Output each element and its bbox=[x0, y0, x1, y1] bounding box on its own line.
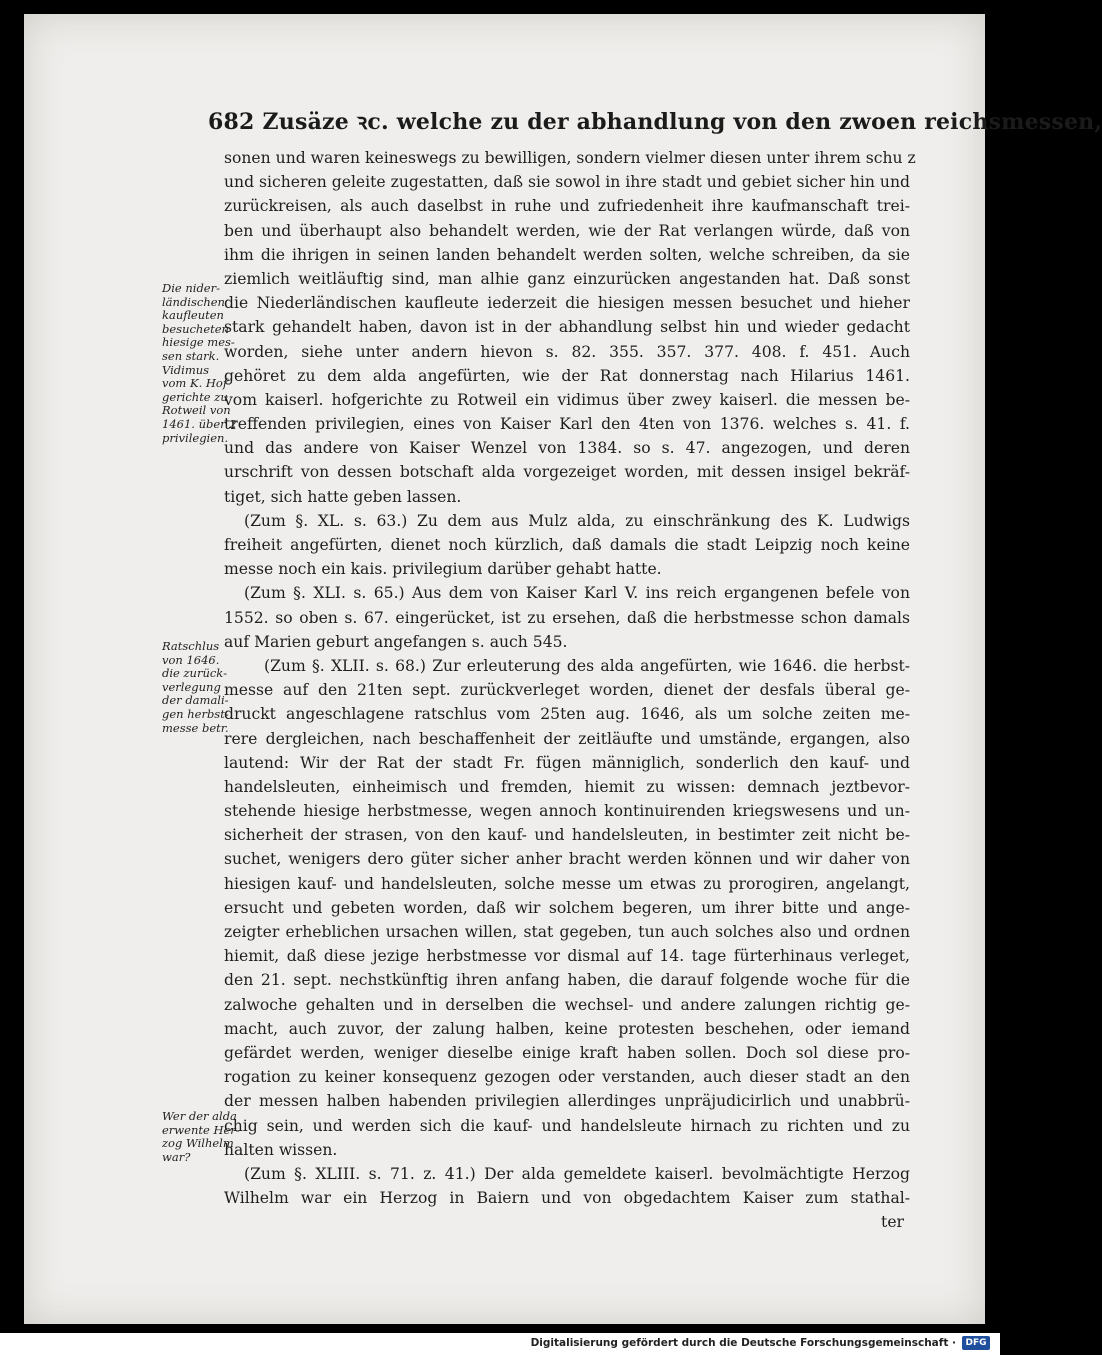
text-line: worden, siehe unter andern hievon s. 82. 355. 357. 377. 408. f. 451. Auch bbox=[224, 342, 910, 361]
text-line: macht, auch zuvor, der zalung halben, keine protesten beschehen, oder iemand bbox=[224, 1019, 910, 1038]
text-line: stehende hiesige herbstmesse, wegen annoch kontinuirenden kriegswesens und un- bbox=[224, 802, 910, 821]
text-line: gehöret zu dem alda angefürten, wie der Rat donnerstag nach Hilarius 1461. bbox=[224, 366, 910, 385]
text-line: (Zum §. XLI. s. 65.) Aus dem von Kaiser Karl V. ins reich ergangenen befele von bbox=[244, 584, 910, 603]
text-line: zurückreisen, als auch daselbst in ruhe und zufriedenheit ihre kaufmanschaft trei- bbox=[224, 197, 910, 216]
marginal-note-line: zog Wilhelm bbox=[162, 1136, 234, 1151]
marginal-note-line: Wer der alda bbox=[162, 1109, 237, 1123]
marginal-note-line: sen stark. bbox=[162, 348, 220, 363]
running-head bbox=[208, 106, 1102, 136]
marginal-note-line: von 1646. bbox=[162, 652, 220, 667]
text-line: druckt angeschlagene ratschlus vom 25ten aug. 1646, als um solche zeiten me- bbox=[224, 705, 910, 724]
marginal-note-line: besucheten bbox=[162, 321, 229, 336]
text-line: vom kaiserl. hofgerichte zu Rotweil ein vidimus über zwey kaiserl. die messen be- bbox=[224, 390, 910, 409]
text-line: zeigter erheblichen ursachen willen, stat gegeben, tun auch solches also und ordnen bbox=[224, 923, 910, 941]
marginal-note-line: Vidimus bbox=[162, 362, 210, 377]
text-line: rere dergleichen, nach beschaffenheit der zeitläufte und umstände, ergangen, also bbox=[224, 729, 910, 748]
marginal-note-ratschlus-1646 bbox=[162, 640, 250, 735]
marginal-note-niederlaendische bbox=[162, 282, 250, 445]
text-line: rogation zu keiner konsequenz gezogen oder verstanden, auch dieser stadt an den bbox=[224, 1068, 910, 1087]
marginal-note-line: vom K. Hof- bbox=[162, 376, 231, 391]
text-line: ben und überhaupt also behandelt werden, wie der Rat verlangen würde, daß von bbox=[224, 221, 910, 240]
marginal-note-line: privilegien. bbox=[162, 430, 229, 445]
text-line: (Zum §. XL. s. 63.) Zu dem aus Mulz alda, zu einschränkung des K. Ludwigs bbox=[244, 511, 910, 530]
marginal-note-line: Rotweil von bbox=[162, 403, 231, 418]
main-text-block bbox=[224, 146, 916, 1234]
dfg-logo: DFG bbox=[962, 1336, 990, 1350]
marginal-note-line: der damali- bbox=[162, 693, 229, 708]
text-line: den 21. sept. nechstkünftig ihren anfang haben, die darauf folgende woche für die bbox=[224, 971, 910, 990]
marginal-note-line: hiesige mes- bbox=[162, 335, 235, 350]
text-line: hiemit, daß diese jezige herbstmesse vor dismal auf 14. tage fürterhinaus verleget, bbox=[224, 947, 910, 966]
text-line: sonen und waren keineswegs zu bewilligen, sondern vielmer diesen unter ihrem schu z bbox=[224, 149, 916, 167]
marginal-note-line: war? bbox=[162, 1149, 191, 1164]
text-line: lautend: Wir der Rat der stadt Fr. fügen männiglich, sonderlich den kauf- und bbox=[224, 753, 910, 772]
text-line: hiesigen kauf- und handelsleuten, solche messe um etwas zu prorogiren, angelangt, bbox=[224, 874, 910, 893]
marginal-note-line: gen herbst- bbox=[162, 706, 229, 721]
text-line: (Zum §. XLII. s. 68.) Zur erleuterung des alda angefürten, wie 1646. die herbst- bbox=[264, 656, 910, 675]
text-line: handelsleuten, einheimisch und fremden, hiemit zu wissen: demnach jeztbevor- bbox=[224, 777, 910, 796]
marginal-note-line: Ratschlus bbox=[162, 639, 220, 653]
text-line: und sicheren geleite zugestatten, daß sie sowol in ihre stadt und gebiet sicher hin und bbox=[224, 173, 910, 192]
text-line: messe auf den 21ten sept. zurückverleget worden, dienet der desfals überal ge- bbox=[224, 681, 910, 700]
running-head-title: Zusäze ꝛc. welche zu der abhandlung von den zwoen reichsmessen, bbox=[262, 109, 1102, 135]
text-line: auf Marien geburt angefangen s. auch 545. bbox=[224, 632, 568, 651]
text-line: der messen halben habenden privilegien allerdinges unpräjudicirlich und unabbrü- bbox=[224, 1092, 910, 1111]
text-line: ihm die ihrigen in seinen landen behandelt werden solten, welche schreiben, da sie bbox=[224, 245, 910, 264]
marginal-note-line: erwente Her- bbox=[162, 1122, 240, 1137]
text-line: die Niederländischen kaufleute iederzeit die hiesigen messen besuchet und hieher bbox=[224, 294, 910, 313]
funding-notice: Digitalisierung gefördert durch die Deutsche Forschungsgemeinschaft · bbox=[530, 1337, 956, 1349]
footer-bar bbox=[0, 1333, 1000, 1355]
text-line: stark gehandelt haben, davon ist in der abhandlung selbst hin und wieder gedacht bbox=[224, 318, 910, 337]
text-line: ter bbox=[881, 1213, 904, 1232]
text-line: ziemlich weitläuftig sind, man alhie ganz einzurücken angestanden hat. Daß sonst bbox=[224, 269, 910, 288]
marginal-note-line: gerichte zu bbox=[162, 389, 228, 404]
text-line: gefärdet werden, weniger dieselbe einige kraft haben sollen. Doch sol diese pro- bbox=[224, 1043, 910, 1062]
text-line: Wilhelm war ein Herzog in Baiern und von obgedachtem Kaiser zum stathal- bbox=[224, 1189, 910, 1208]
text-line: tiget, sich hatte geben lassen. bbox=[224, 487, 462, 506]
text-line: (Zum §. XLIII. s. 71. z. 41.) Der alda gemeldete kaiserl. bevolmächtigte Herzog bbox=[244, 1164, 910, 1183]
marginal-note-line: Die nider- bbox=[162, 281, 220, 295]
marginal-note-herzog-wilhelm bbox=[162, 1110, 250, 1164]
marginal-note-line: 1461. über 2 bbox=[162, 416, 237, 431]
text-line: sicherheit der strasen, von den kauf- und handelsleuten, in bestimter zeit nicht be- bbox=[224, 826, 910, 845]
text-line: suchet, wenigers dero güter sicher anher bracht werden können und wir daher von bbox=[224, 850, 910, 869]
text-line: treffenden privilegien, eines von Kaiser Karl den 4ten von 1376. welches s. 41. f. bbox=[224, 415, 910, 434]
text-line: chig sein, und werden sich die kauf- und handelsleute hirnach zu richten und zu bbox=[224, 1116, 910, 1135]
text-line: ersucht und gebeten worden, daß wir solchem begeren, um ihrer bitte und ange- bbox=[224, 898, 910, 917]
text-line: und das andere von Kaiser Wenzel von 1384. so s. 47. angezogen, und deren bbox=[224, 439, 910, 458]
marginal-note-line: messe betr. bbox=[162, 720, 229, 735]
text-line: halten wissen. bbox=[224, 1140, 338, 1159]
text-line: zalwoche gehalten und in derselben die wechsel- und andere zalungen richtig ge- bbox=[224, 995, 910, 1014]
text-line: messe noch ein kais. privilegium darüber gehabt hatte. bbox=[224, 560, 662, 579]
text-line: 1552. so oben s. 67. eingerücket, ist zu ersehen, daß die herbstmesse schon damals bbox=[224, 608, 910, 627]
marginal-note-line: kaufleuten bbox=[162, 308, 224, 323]
marginal-note-line: verlegung bbox=[162, 679, 221, 694]
text-line: freiheit angefürten, dienet noch kürzlich, daß damals die stadt Leipzig noch keine bbox=[224, 536, 910, 554]
page-number: 682 bbox=[208, 109, 255, 135]
text-line: urschrift von dessen botschaft alda vorgezeiget worden, mit dessen insigel bekräf- bbox=[224, 463, 910, 482]
marginal-note-line: die zurück- bbox=[162, 666, 227, 681]
marginal-note-line: ländischen bbox=[162, 294, 225, 309]
